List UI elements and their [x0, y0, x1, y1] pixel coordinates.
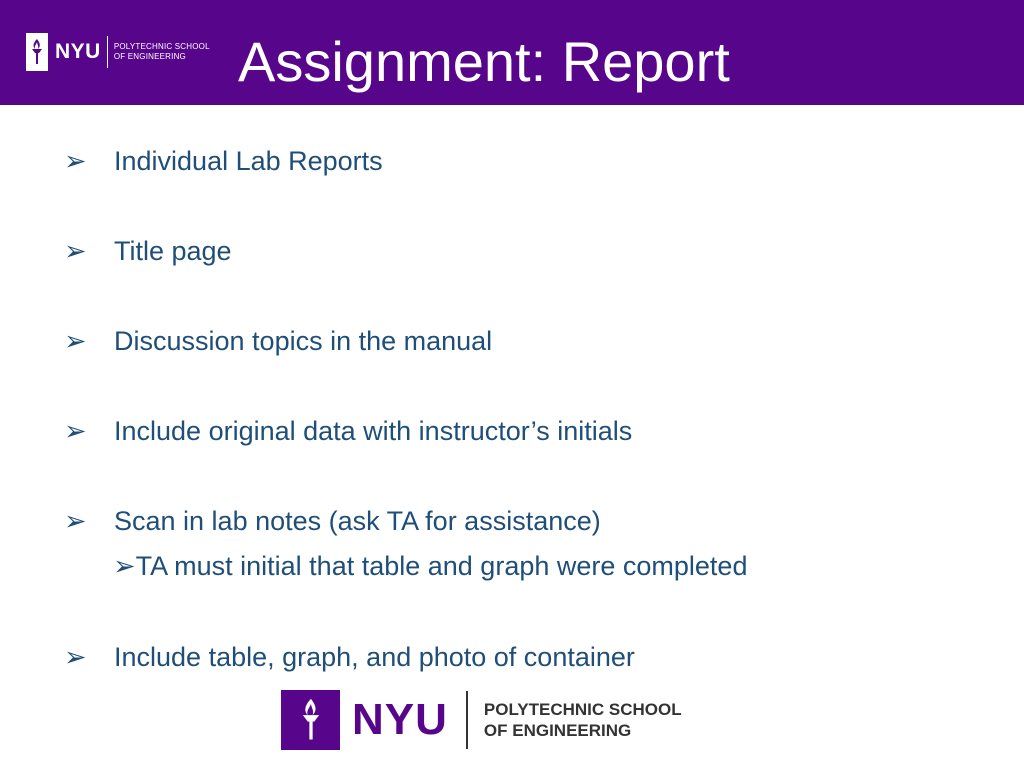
header-logo-nyu: NYU: [55, 40, 101, 63]
bullet-text: Include table, graph, and photo of container: [114, 642, 635, 672]
footer-logo-school-line2: OF ENGINEERING: [483, 721, 632, 740]
bullet-arrow-icon: ➢: [64, 326, 87, 356]
bullet-item: [64, 505, 601, 537]
header-logo-school-line2: OF ENGINEERING: [113, 52, 186, 61]
bullet-text: Title page: [114, 236, 232, 266]
bullet-text: Individual Lab Reports: [114, 146, 383, 176]
torch-icon: [281, 690, 340, 750]
footer-logo: [281, 690, 682, 750]
bullet-text: Discussion topics in the manual: [114, 326, 493, 356]
bullet-item: [64, 145, 383, 177]
slide-title: Assignment: Report: [238, 30, 730, 93]
sub-bullet-text: TA must initial that table and graph were completed: [135, 551, 748, 581]
bullet-item: [64, 235, 232, 267]
bullet-item: [64, 415, 632, 447]
bullet-text: Include original data with instructor’s initials: [114, 416, 633, 446]
bullet-arrow-icon: ➢: [64, 236, 87, 266]
bullet-arrow-icon: ➢: [64, 416, 87, 446]
header-logo-school: [114, 42, 210, 62]
bullet-arrow-icon: ➢: [64, 642, 87, 672]
sub-bullet-item: [113, 550, 747, 582]
header-logo-school-line1: POLYTECHNIC SCHOOL: [113, 42, 210, 51]
slide-header: [0, 0, 1024, 105]
footer-logo-school: [484, 699, 682, 741]
footer-logo-divider: [466, 691, 468, 749]
footer-logo-nyu: NYU: [352, 695, 448, 744]
bullet-text: Scan in lab notes (ask TA for assistance): [114, 506, 601, 536]
sub-bullet-arrow-icon: ➢: [113, 551, 136, 581]
bullet-item: [64, 325, 492, 357]
header-logo-divider: [107, 36, 108, 68]
footer-logo-school-line1: POLYTECHNIC SCHOOL: [483, 700, 682, 719]
bullet-arrow-icon: ➢: [64, 506, 87, 536]
bullet-item: [64, 641, 635, 673]
torch-icon: [26, 33, 48, 71]
header-logo: [26, 33, 210, 71]
bullet-arrow-icon: ➢: [64, 146, 87, 176]
